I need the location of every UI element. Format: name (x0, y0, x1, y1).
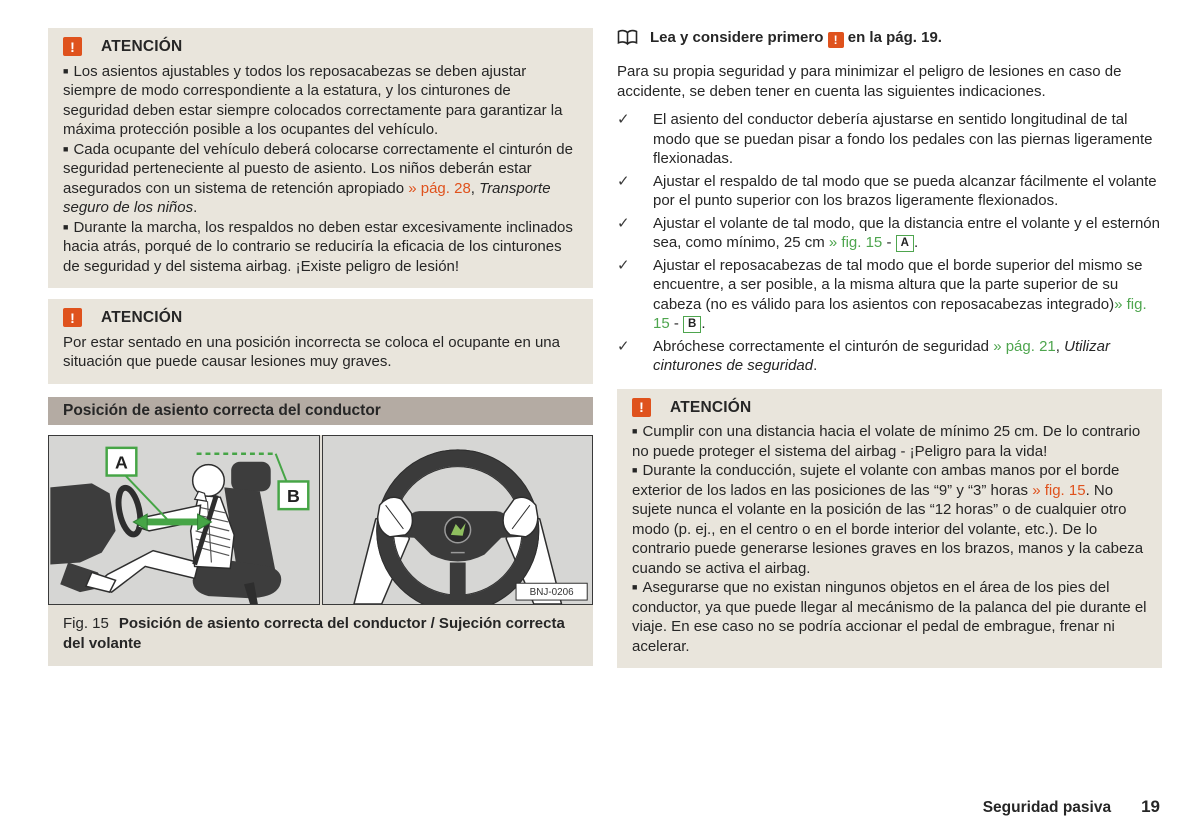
steering-wheel-drawing (323, 436, 593, 604)
attention-header (63, 37, 578, 57)
figure-seat-position-image (48, 435, 320, 605)
footer-page-number: 19 (1141, 797, 1160, 816)
attention-item: ■ Cada ocupante del vehículo deberá colocarse correctamente el cinturón de seguridad perteneciente al puesto de asiento. Los niños deberán estar asegurados con un sistema de retención apropiado » pág. 28, Transporte seguro de los niños. (63, 140, 573, 216)
intro-paragraph: Para su propia seguridad y para minimizar el peligro de lesiones en caso de accidente, se deben tener en cuenta las siguientes indicaciones. (617, 63, 1122, 100)
right-column (617, 28, 1162, 679)
check-icon: ✓ (617, 256, 630, 274)
left-column (48, 28, 593, 666)
read-first-text: Lea y considere primero ! en la pág. 19. (650, 29, 942, 47)
section-header: Posición de asiento correcta del conductor (48, 397, 593, 426)
checklist-item: ✓ Abróchese correctamente el cinturón de seguridad » pág. 21, Utilizar cinturones de seguridad. (617, 337, 1110, 374)
attention-item: Por estar sentado en una posición incorrecta se coloca el ocupante en una situación que puede causar lesiones muy graves. (63, 333, 560, 370)
cross-reference-link[interactable]: » fig. 15 (653, 295, 1147, 332)
bullet-icon: ■ (63, 143, 69, 154)
figure-label-a: A (115, 452, 128, 473)
check-icon: ✓ (617, 172, 630, 190)
figure-code-label: BNJ-0206 (529, 587, 574, 599)
checklist-item: ✓ Ajustar el volante de tal modo, que la distancia entre el volante y el esternón sea, como mínimo, 25 cm » fig. 15 - A . (617, 214, 1160, 251)
book-icon (617, 29, 638, 46)
bullet-icon: ■ (632, 426, 638, 436)
read-first-note (617, 28, 1162, 48)
checklist-item: ✓ El asiento del conductor debería ajustarse en sentido longitudinal de tal modo que se puedan pisar a fondo los pedales con las piernas ligeramente flexionadas. (617, 111, 1153, 167)
attention-title: ATENCIÓN (101, 38, 183, 55)
figure-label-b: B (287, 486, 300, 507)
seat-position-drawing (49, 436, 319, 604)
figure-ref-box[interactable]: A (896, 235, 914, 252)
attention-icon: ! (63, 308, 82, 327)
attention-box (48, 299, 593, 384)
bullet-icon: ■ (632, 582, 638, 592)
cross-reference-link[interactable]: » pág. 28 (408, 179, 471, 197)
attention-item: ■ Durante la conducción, sujete el volante con ambas manos por el borde exterior de los lados en las posiciones de las “9” y “3” horas » fig. 15. No sujete nunca el volante en la posición de las “12 horas” o de cualquier otro modo (p. ej., en el centro o en el borde interior del volante, etc.). De lo contrario puede generarse lesiones graves en los brazos, manos y la cabeza cuando se activa el airbag. (632, 462, 1144, 577)
attention-box (617, 389, 1162, 669)
figure-caption-text: Posición de asiento correcta del conductor / Sujeción correcta del volante (63, 615, 565, 652)
attention-box (48, 28, 593, 288)
checklist-item: ✓ Ajustar el respaldo de tal modo que se pueda alcanzar fácilmente el volante por el punto superior con los brazos ligeramente flexionados. (617, 172, 1157, 209)
figure-images (48, 435, 593, 605)
figure-caption (48, 605, 593, 666)
figure-number: Fig. 15 (63, 615, 109, 632)
cross-reference-link[interactable]: » fig. 15 (828, 234, 883, 251)
attention-header (632, 398, 1147, 418)
bullet-icon: ■ (63, 221, 69, 232)
attention-icon: ! (632, 398, 651, 417)
check-icon: ✓ (617, 111, 630, 128)
attention-item: ■ Cumplir con una distancia hacia el volate de mínimo 25 cm. De lo contrario no puede proteger el sistema del airbag - ¡Peligro para la vida! (632, 423, 1141, 460)
checklist-item: ✓ Ajustar el reposacabezas de tal modo que el borde superior del mismo se encuentre, a ser posible, a la misma altura que la parte superior de su cabeza (no es válido para los asientos con reposacabezas integrado)» fig. 15 - B . (617, 256, 1147, 332)
figure-ref-box[interactable]: B (683, 316, 701, 333)
italic-text: Utilizar cinturones de seguridad (653, 337, 1110, 374)
bullet-icon: ■ (632, 465, 638, 475)
attention-icon: ! (63, 37, 82, 56)
italic-text: Transporte seguro de los niños (63, 179, 551, 216)
page-footer (983, 797, 1160, 818)
check-icon: ✓ (617, 337, 630, 355)
attention-title: ATENCIÓN (101, 309, 183, 326)
attention-icon: ! (828, 32, 844, 48)
attention-item: ■ Los asientos ajustables y todos los reposacabezas se deben ajustar siempre de modo correspondiente a la estatura, y los cinturones de seguridad deben estar siempre colocados correctamente para garantizar la máxima protección posible a los ocupantes del vehículo. (63, 62, 563, 138)
checklist (617, 110, 1162, 376)
attention-title: ATENCIÓN (670, 398, 752, 416)
bullet-icon: ■ (63, 65, 69, 76)
attention-header (63, 308, 578, 328)
cross-reference-link[interactable]: » fig. 15 (1032, 481, 1086, 499)
figure-steering-wheel-image (322, 435, 594, 605)
footer-section-title: Seguridad pasiva (982, 799, 1112, 816)
attention-item: ■ Durante la marcha, los respaldos no deben estar excesivamente inclinados hacia atrás, porqué de lo contrario se reduciría la eficacia de los cinturones de seguridad y del sistema airbag. ¡Existe peligro de lesión! (63, 218, 573, 275)
figure-block (48, 435, 593, 666)
cross-reference-link[interactable]: » pág. 21 (993, 337, 1056, 355)
attention-item: ■ Asegurarse que no existan ningunos objetos en el área de los pies del conductor, ya que puede llegar al mecánismo de la palanca del pie durante el viaje. En ese caso no se podría accionar el pedal de embrague, frenar ni acelerar. (632, 579, 1147, 655)
check-icon: ✓ (617, 214, 630, 232)
